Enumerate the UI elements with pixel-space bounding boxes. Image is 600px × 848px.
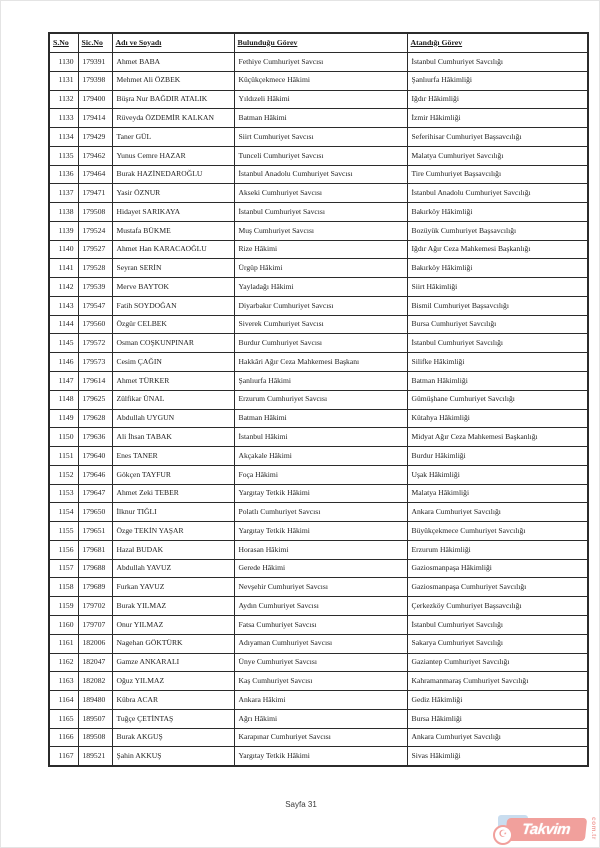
name-cell: Ahmet BABA bbox=[112, 53, 234, 72]
sno-cell: 1147 bbox=[49, 372, 78, 391]
table-row bbox=[49, 465, 588, 484]
name-cell: Mustafa BÜKME bbox=[112, 221, 234, 240]
name-cell: Ahmet Han KARACAOĞLU bbox=[112, 240, 234, 259]
sno-cell: 1164 bbox=[49, 691, 78, 710]
current-duty-cell: Erzurum Cumhuriyet Savcısı bbox=[234, 390, 407, 409]
assigned-duty-cell: İstanbul Cumhuriyet Savcılığı bbox=[407, 53, 588, 72]
sicno-cell: 179640 bbox=[78, 447, 112, 466]
assigned-duty-cell: İstanbul Cumhuriyet Savcılığı bbox=[407, 615, 588, 634]
sicno-cell: 189521 bbox=[78, 747, 112, 766]
sicno-cell: 179572 bbox=[78, 334, 112, 353]
sno-cell: 1132 bbox=[49, 90, 78, 109]
current-duty-cell: Yargıtay Tetkik Hâkimi bbox=[234, 522, 407, 541]
sicno-cell: 189508 bbox=[78, 728, 112, 747]
table-row bbox=[49, 315, 588, 334]
assigned-duty-cell: Burdur Hâkimliği bbox=[407, 447, 588, 466]
sicno-cell: 179429 bbox=[78, 128, 112, 147]
current-duty-cell: Akçakale Hâkimi bbox=[234, 447, 407, 466]
table-row bbox=[49, 240, 588, 259]
sicno-cell: 179527 bbox=[78, 240, 112, 259]
assigned-duty-cell: Bozüyük Cumhuriyet Başsavcılığı bbox=[407, 221, 588, 240]
current-duty-cell: Batman Hâkimi bbox=[234, 109, 407, 128]
column-header-name: Adı ve Soyadı bbox=[112, 33, 234, 53]
sicno-cell: 179614 bbox=[78, 372, 112, 391]
sicno-cell: 182006 bbox=[78, 634, 112, 653]
assigned-duty-cell: Batman Hâkimliği bbox=[407, 372, 588, 391]
current-duty-cell: Fethiye Cumhuriyet Savcısı bbox=[234, 53, 407, 72]
current-duty-cell: Foça Hâkimi bbox=[234, 465, 407, 484]
sno-cell: 1140 bbox=[49, 240, 78, 259]
sicno-cell: 179414 bbox=[78, 109, 112, 128]
table-row bbox=[49, 484, 588, 503]
name-cell: Mehmet Ali ÖZBEK bbox=[112, 71, 234, 90]
name-cell: Enes TANER bbox=[112, 447, 234, 466]
name-cell: Ahmet Zeki TEBER bbox=[112, 484, 234, 503]
table-header bbox=[49, 33, 588, 53]
current-duty-cell: Muş Cumhuriyet Savcısı bbox=[234, 221, 407, 240]
sno-cell: 1146 bbox=[49, 353, 78, 372]
name-cell: Ali İhsan TABAK bbox=[112, 428, 234, 447]
sicno-cell: 179651 bbox=[78, 522, 112, 541]
current-duty-cell: Akseki Cumhuriyet Savcısı bbox=[234, 184, 407, 203]
sicno-cell: 182082 bbox=[78, 672, 112, 691]
header-row bbox=[49, 33, 588, 53]
current-duty-cell: Polatlı Cumhuriyet Savcısı bbox=[234, 503, 407, 522]
sno-cell: 1141 bbox=[49, 259, 78, 278]
name-cell: Taner GÜL bbox=[112, 128, 234, 147]
name-cell: Abdullah UYGUN bbox=[112, 409, 234, 428]
table-body bbox=[49, 53, 588, 766]
assigned-duty-cell: Gümüşhane Cumhuriyet Savcılığı bbox=[407, 390, 588, 409]
current-duty-cell: Yayladağı Hâkimi bbox=[234, 278, 407, 297]
sno-cell: 1165 bbox=[49, 709, 78, 728]
current-duty-cell: Ünye Cumhuriyet Savcısı bbox=[234, 653, 407, 672]
sno-cell: 1162 bbox=[49, 653, 78, 672]
sicno-cell: 179681 bbox=[78, 540, 112, 559]
page-number: Sayfa 31 bbox=[285, 800, 317, 809]
name-cell: Oğuz YILMAZ bbox=[112, 672, 234, 691]
sicno-cell: 179464 bbox=[78, 165, 112, 184]
current-duty-cell: Ürgüp Hâkimi bbox=[234, 259, 407, 278]
name-cell: Yasir ÖZNUR bbox=[112, 184, 234, 203]
name-cell: İlknur TIĞLI bbox=[112, 503, 234, 522]
watermark-brand-text: Takvim bbox=[521, 821, 571, 838]
current-duty-cell: Ankara Hâkimi bbox=[234, 691, 407, 710]
table-row bbox=[49, 128, 588, 147]
table-row bbox=[49, 747, 588, 766]
table-row bbox=[49, 634, 588, 653]
table-row bbox=[49, 165, 588, 184]
table-row bbox=[49, 409, 588, 428]
table-row bbox=[49, 522, 588, 541]
column-header-sno: S.No bbox=[49, 33, 78, 53]
current-duty-cell: Kaş Cumhuriyet Savcısı bbox=[234, 672, 407, 691]
current-duty-cell: Ağrı Hâkimi bbox=[234, 709, 407, 728]
assigned-duty-cell: Şanlıurfa Hâkimliği bbox=[407, 71, 588, 90]
sicno-cell: 179524 bbox=[78, 221, 112, 240]
name-cell: Rüveyda ÖZDEMİR KALKAN bbox=[112, 109, 234, 128]
sno-cell: 1158 bbox=[49, 578, 78, 597]
sno-cell: 1137 bbox=[49, 184, 78, 203]
assigned-duty-cell: Gediz Hâkimliği bbox=[407, 691, 588, 710]
current-duty-cell: Gerede Hâkimi bbox=[234, 559, 407, 578]
current-duty-cell: Şanlıurfa Hâkimi bbox=[234, 372, 407, 391]
name-cell: Tuğçe ÇETİNTAŞ bbox=[112, 709, 234, 728]
assigned-duty-cell: Iğdır Hâkimliği bbox=[407, 90, 588, 109]
current-duty-cell: Karapınar Cumhuriyet Savcısı bbox=[234, 728, 407, 747]
sno-cell: 1151 bbox=[49, 447, 78, 466]
current-duty-cell: Yargıtay Tetkik Hâkimi bbox=[234, 484, 407, 503]
sicno-cell: 179689 bbox=[78, 578, 112, 597]
watermark-domain-suffix: com.tr bbox=[590, 817, 597, 840]
column-header-assigned-duty: Atandığı Görev bbox=[407, 33, 588, 53]
sno-cell: 1144 bbox=[49, 315, 78, 334]
sicno-cell: 179462 bbox=[78, 146, 112, 165]
assigned-duty-cell: Midyat Ağır Ceza Mahkemesi Başkanlığı bbox=[407, 428, 588, 447]
name-cell: Gökçen TAYFUR bbox=[112, 465, 234, 484]
table-row bbox=[49, 691, 588, 710]
sicno-cell: 179636 bbox=[78, 428, 112, 447]
table-row bbox=[49, 390, 588, 409]
current-duty-cell: Nevşehir Cumhuriyet Savcısı bbox=[234, 578, 407, 597]
current-duty-cell: Siirt Cumhuriyet Savcısı bbox=[234, 128, 407, 147]
sicno-cell: 179628 bbox=[78, 409, 112, 428]
sicno-cell: 179391 bbox=[78, 53, 112, 72]
sicno-cell: 182047 bbox=[78, 653, 112, 672]
column-header-sicno: Sic.No bbox=[78, 33, 112, 53]
table-row bbox=[49, 578, 588, 597]
assigned-duty-cell: Bakırköy Hâkimliği bbox=[407, 203, 588, 222]
assigned-duty-cell: Iğdır Ağır Ceza Mahkemesi Başkanlığı bbox=[407, 240, 588, 259]
current-duty-cell: Siverek Cumhuriyet Savcısı bbox=[234, 315, 407, 334]
assigned-duty-cell: Gaziosmanpaşa Hâkimliği bbox=[407, 559, 588, 578]
name-cell: Furkan YAVUZ bbox=[112, 578, 234, 597]
table-row bbox=[49, 334, 588, 353]
current-duty-cell: Hakkâri Ağır Ceza Mahkemesi Başkanı bbox=[234, 353, 407, 372]
table-row bbox=[49, 71, 588, 90]
table-row bbox=[49, 184, 588, 203]
table-row bbox=[49, 278, 588, 297]
table-row bbox=[49, 653, 588, 672]
assigned-duty-cell: Çerkezköy Cumhuriyet Başsavcılığı bbox=[407, 597, 588, 616]
name-cell: Nagehan GÖKTÜRK bbox=[112, 634, 234, 653]
table-row bbox=[49, 146, 588, 165]
name-cell: Ahmet TÜRKER bbox=[112, 372, 234, 391]
sicno-cell: 179688 bbox=[78, 559, 112, 578]
sno-cell: 1131 bbox=[49, 71, 78, 90]
assigned-duty-cell: Bursa Cumhuriyet Savcılığı bbox=[407, 315, 588, 334]
assigned-duty-cell: Kahramanmaraş Cumhuriyet Savcılığı bbox=[407, 672, 588, 691]
current-duty-cell: Horasan Hâkimi bbox=[234, 540, 407, 559]
current-duty-cell: Burdur Cumhuriyet Savcısı bbox=[234, 334, 407, 353]
table-row bbox=[49, 615, 588, 634]
assigned-duty-cell: Ankara Cumhuriyet Savcılığı bbox=[407, 728, 588, 747]
name-cell: Hazal BUDAK bbox=[112, 540, 234, 559]
sno-cell: 1156 bbox=[49, 540, 78, 559]
name-cell: Özgür CELBEK bbox=[112, 315, 234, 334]
assigned-duty-cell: Siirt Hâkimliği bbox=[407, 278, 588, 297]
current-duty-cell: İstanbul Hâkimi bbox=[234, 428, 407, 447]
current-duty-cell: Küçükçekmece Hâkimi bbox=[234, 71, 407, 90]
name-cell: Abdullah YAVUZ bbox=[112, 559, 234, 578]
crescent-star-icon: ☪ bbox=[493, 825, 513, 845]
table-row bbox=[49, 559, 588, 578]
sicno-cell: 179560 bbox=[78, 315, 112, 334]
assigned-duty-cell: İstanbul Cumhuriyet Savcılığı bbox=[407, 334, 588, 353]
sno-cell: 1153 bbox=[49, 484, 78, 503]
current-duty-cell: Tunceli Cumhuriyet Savcısı bbox=[234, 146, 407, 165]
sicno-cell: 179539 bbox=[78, 278, 112, 297]
name-cell: Gamze ANKARALI bbox=[112, 653, 234, 672]
sno-cell: 1149 bbox=[49, 409, 78, 428]
sno-cell: 1167 bbox=[49, 747, 78, 766]
current-duty-cell: İstanbul Anadolu Cumhuriyet Savcısı bbox=[234, 165, 407, 184]
current-duty-cell: Fatsa Cumhuriyet Savcısı bbox=[234, 615, 407, 634]
sicno-cell: 179528 bbox=[78, 259, 112, 278]
table-row bbox=[49, 728, 588, 747]
name-cell: Özge TEKİN YAŞAR bbox=[112, 522, 234, 541]
table-row bbox=[49, 109, 588, 128]
name-cell: Cesim ÇAĞIN bbox=[112, 353, 234, 372]
current-duty-cell: Yıldızeli Hâkimi bbox=[234, 90, 407, 109]
name-cell: Merve BAYTOK bbox=[112, 278, 234, 297]
assigned-duty-cell: İzmir Hâkimliği bbox=[407, 109, 588, 128]
name-cell: Fatih SOYDOĞAN bbox=[112, 296, 234, 315]
sno-cell: 1145 bbox=[49, 334, 78, 353]
name-cell: Burak HAZİNEDAROĞLU bbox=[112, 165, 234, 184]
name-cell: Büşra Nur BAĞDIR ATALIK bbox=[112, 90, 234, 109]
sno-cell: 1139 bbox=[49, 221, 78, 240]
sno-cell: 1154 bbox=[49, 503, 78, 522]
table-row bbox=[49, 53, 588, 72]
assigned-duty-cell: Gaziantep Cumhuriyet Savcılığı bbox=[407, 653, 588, 672]
name-cell: Kübra ACAR bbox=[112, 691, 234, 710]
assigned-duty-cell: Sivas Hâkimliği bbox=[407, 747, 588, 766]
sicno-cell: 189480 bbox=[78, 691, 112, 710]
current-duty-cell: Batman Hâkimi bbox=[234, 409, 407, 428]
sicno-cell: 179625 bbox=[78, 390, 112, 409]
name-cell: Seyran SERİN bbox=[112, 259, 234, 278]
current-duty-cell: Aydın Cumhuriyet Savcısı bbox=[234, 597, 407, 616]
name-cell: Yunus Cemre HAZAR bbox=[112, 146, 234, 165]
sno-cell: 1142 bbox=[49, 278, 78, 297]
sno-cell: 1130 bbox=[49, 53, 78, 72]
sicno-cell: 179398 bbox=[78, 71, 112, 90]
sno-cell: 1166 bbox=[49, 728, 78, 747]
current-duty-cell: Diyarbakır Cumhuriyet Savcısı bbox=[234, 296, 407, 315]
assigned-duty-cell: Seferihisar Cumhuriyet Başsavcılığı bbox=[407, 128, 588, 147]
table-row bbox=[49, 259, 588, 278]
sicno-cell: 179471 bbox=[78, 184, 112, 203]
assigned-duty-cell: Silifke Hâkimliği bbox=[407, 353, 588, 372]
sno-cell: 1163 bbox=[49, 672, 78, 691]
current-duty-cell: Yargıtay Tetkik Hâkimi bbox=[234, 747, 407, 766]
sicno-cell: 179547 bbox=[78, 296, 112, 315]
takvim-watermark-logo bbox=[493, 815, 597, 845]
table-row bbox=[49, 90, 588, 109]
sno-cell: 1136 bbox=[49, 165, 78, 184]
sicno-cell: 179702 bbox=[78, 597, 112, 616]
sno-cell: 1150 bbox=[49, 428, 78, 447]
sno-cell: 1160 bbox=[49, 615, 78, 634]
current-duty-cell: Adıyaman Cumhuriyet Savcısı bbox=[234, 634, 407, 653]
assigned-duty-cell: Bakırköy Hâkimliği bbox=[407, 259, 588, 278]
assigned-duty-cell: Bismil Cumhuriyet Başsavcılığı bbox=[407, 296, 588, 315]
assigned-duty-cell: Kütahya Hâkimliği bbox=[407, 409, 588, 428]
sicno-cell: 179508 bbox=[78, 203, 112, 222]
assigned-duty-cell: İstanbul Anadolu Cumhuriyet Savcılığı bbox=[407, 184, 588, 203]
current-duty-cell: Rize Hâkimi bbox=[234, 240, 407, 259]
table-row bbox=[49, 597, 588, 616]
name-cell: Onur YILMAZ bbox=[112, 615, 234, 634]
sno-cell: 1133 bbox=[49, 109, 78, 128]
name-cell: Osman COŞKUNPINAR bbox=[112, 334, 234, 353]
sicno-cell: 179400 bbox=[78, 90, 112, 109]
watermark-brand-box bbox=[505, 818, 587, 841]
assigned-duty-cell: Malatya Cumhuriyet Savcılığı bbox=[407, 146, 588, 165]
table-row bbox=[49, 672, 588, 691]
assigned-duty-cell: Gaziosmanpaşa Cumhuriyet Savcılığı bbox=[407, 578, 588, 597]
table-row bbox=[49, 221, 588, 240]
sno-cell: 1152 bbox=[49, 465, 78, 484]
name-cell: Zülfikar ÜNAL bbox=[112, 390, 234, 409]
sno-cell: 1161 bbox=[49, 634, 78, 653]
sno-cell: 1159 bbox=[49, 597, 78, 616]
table-row bbox=[49, 540, 588, 559]
sicno-cell: 189507 bbox=[78, 709, 112, 728]
table-row bbox=[49, 372, 588, 391]
name-cell: Burak YILMAZ bbox=[112, 597, 234, 616]
name-cell: Şahin AKKUŞ bbox=[112, 747, 234, 766]
assigned-duty-cell: Bursa Hâkimliği bbox=[407, 709, 588, 728]
sno-cell: 1155 bbox=[49, 522, 78, 541]
name-cell: Burak AKGUŞ bbox=[112, 728, 234, 747]
assigned-duty-cell: Erzurum Hâkimliği bbox=[407, 540, 588, 559]
sicno-cell: 179650 bbox=[78, 503, 112, 522]
table-row bbox=[49, 709, 588, 728]
table-row bbox=[49, 503, 588, 522]
assigned-duty-cell: Ankara Cumhuriyet Savcılığı bbox=[407, 503, 588, 522]
assigned-duty-cell: Tire Cumhuriyet Başsavcılığı bbox=[407, 165, 588, 184]
sno-cell: 1157 bbox=[49, 559, 78, 578]
assigned-duty-cell: Malatya Hâkimliği bbox=[407, 484, 588, 503]
assigned-duty-cell: Büyükçekmece Cumhuriyet Savcılığı bbox=[407, 522, 588, 541]
table-row bbox=[49, 447, 588, 466]
sicno-cell: 179573 bbox=[78, 353, 112, 372]
sno-cell: 1135 bbox=[49, 146, 78, 165]
table-row bbox=[49, 203, 588, 222]
sicno-cell: 179707 bbox=[78, 615, 112, 634]
appointments-table bbox=[48, 32, 589, 767]
sno-cell: 1148 bbox=[49, 390, 78, 409]
assigned-duty-cell: Sakarya Cumhuriyet Savcılığı bbox=[407, 634, 588, 653]
column-header-current-duty: Bulunduğu Görev bbox=[234, 33, 407, 53]
table-row bbox=[49, 428, 588, 447]
sno-cell: 1134 bbox=[49, 128, 78, 147]
current-duty-cell: İstanbul Cumhuriyet Savcısı bbox=[234, 203, 407, 222]
sicno-cell: 179647 bbox=[78, 484, 112, 503]
table-row bbox=[49, 296, 588, 315]
assigned-duty-cell: Uşak Hâkimliği bbox=[407, 465, 588, 484]
sicno-cell: 179646 bbox=[78, 465, 112, 484]
sno-cell: 1143 bbox=[49, 296, 78, 315]
sno-cell: 1138 bbox=[49, 203, 78, 222]
name-cell: Hidayet SARIKAYA bbox=[112, 203, 234, 222]
table-row bbox=[49, 353, 588, 372]
